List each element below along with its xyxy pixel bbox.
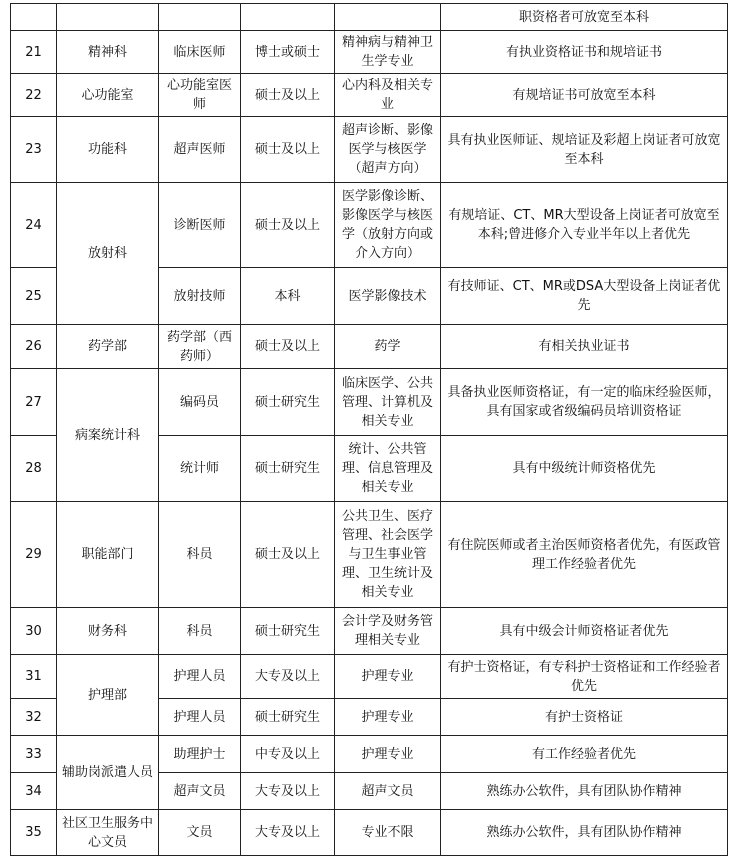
cell-requirement: 有护士资格证 bbox=[441, 699, 728, 736]
cell-position: 科员 bbox=[159, 608, 241, 655]
cell-department: 药学部 bbox=[57, 325, 159, 369]
cell-number: 29 bbox=[11, 502, 57, 608]
cell-number: 32 bbox=[11, 699, 57, 736]
cell-number: 33 bbox=[11, 736, 57, 773]
cell-requirement: 有规培证书可放宽至本科 bbox=[441, 74, 728, 117]
cell-position: 诊断医师 bbox=[159, 183, 241, 268]
cell-position: 超声文员 bbox=[159, 773, 241, 810]
cell-degree: 硕士及以上 bbox=[241, 74, 335, 117]
cell-requirement: 有护士资格证，有专科护士资格证和工作经验者优先 bbox=[441, 655, 728, 699]
table-row-partial-top bbox=[11, 4, 728, 31]
cell-major: 心内科及相关专业 bbox=[335, 74, 441, 117]
cell-position: 科员 bbox=[159, 502, 241, 608]
cell-degree bbox=[241, 4, 335, 31]
cell-degree: 硕士研究生 bbox=[241, 436, 335, 502]
cell-major: 药学 bbox=[335, 325, 441, 369]
table-row bbox=[11, 31, 728, 74]
cell-requirement: 熟练办公软件，具有团队协作精神 bbox=[441, 773, 728, 810]
cell-major: 精神病与精神卫生学专业 bbox=[335, 31, 441, 74]
cell-department: 财务科 bbox=[57, 608, 159, 655]
table-row bbox=[11, 608, 728, 655]
cell-department: 心功能室 bbox=[57, 74, 159, 117]
cell-major: 护理专业 bbox=[335, 736, 441, 773]
cell-major: 公共卫生、医疗管理、社会医学与卫生事业管理、卫生统计及相关专业 bbox=[335, 502, 441, 608]
cell-major: 临床医学、公共管理、计算机及相关专业 bbox=[335, 369, 441, 436]
cell-number: 22 bbox=[11, 74, 57, 117]
cell-position: 编码员 bbox=[159, 369, 241, 436]
cell-degree: 硕士研究生 bbox=[241, 369, 335, 436]
cell-number: 27 bbox=[11, 369, 57, 436]
cell-number: 30 bbox=[11, 608, 57, 655]
cell-department: 放射科 bbox=[57, 183, 159, 325]
cell-requirement: 职资格者可放宽至本科 bbox=[441, 4, 728, 31]
cell-major: 专业不限 bbox=[335, 810, 441, 856]
cell-major: 会计学及财务管理相关专业 bbox=[335, 608, 441, 655]
cell-department: 病案统计科 bbox=[57, 369, 159, 502]
table-row bbox=[11, 74, 728, 117]
cell-requirement: 具有中级统计师资格优先 bbox=[441, 436, 728, 502]
table-row bbox=[11, 502, 728, 608]
cell-department: 辅助岗派遣人员 bbox=[57, 736, 159, 810]
cell-position: 超声医师 bbox=[159, 117, 241, 183]
cell-position: 药学部（西药师） bbox=[159, 325, 241, 369]
cell-department: 护理部 bbox=[57, 655, 159, 736]
cell-degree: 硕士研究生 bbox=[241, 699, 335, 736]
cell-requirement: 具有中级会计师资格证者优先 bbox=[441, 608, 728, 655]
cell-department: 精神科 bbox=[57, 31, 159, 74]
cell-requirement: 有规培证、CT、MR大型设备上岗证者可放宽至本科;曾进修介入专业半年以上者优先 bbox=[441, 183, 728, 268]
table-row bbox=[11, 325, 728, 369]
cell-number: 28 bbox=[11, 436, 57, 502]
cell-position: 文员 bbox=[159, 810, 241, 856]
cell-number: 25 bbox=[11, 268, 57, 325]
cell-requirement: 有执业资格证书和规培证书 bbox=[441, 31, 728, 74]
cell-requirement: 有技师证、CT、MR或DSA大型设备上岗证者优先 bbox=[441, 268, 728, 325]
cell-major: 超声诊断、影像医学与核医学（超声方向） bbox=[335, 117, 441, 183]
cell-department: 社区卫生服务中心文员 bbox=[57, 810, 159, 856]
cell-requirement: 有住院医师或者主治医师资格者优先，有医政管理工作经验者优先 bbox=[441, 502, 728, 608]
table-row bbox=[11, 369, 728, 436]
cell-degree: 硕士及以上 bbox=[241, 502, 335, 608]
cell-position: 统计师 bbox=[159, 436, 241, 502]
cell-number: 26 bbox=[11, 325, 57, 369]
cell-position: 护理人员 bbox=[159, 699, 241, 736]
cell-major bbox=[335, 4, 441, 31]
cell-number: 21 bbox=[11, 31, 57, 74]
cell-major: 医学影像诊断、影像医学与核医学（放射方向或介入方向） bbox=[335, 183, 441, 268]
cell-number: 24 bbox=[11, 183, 57, 268]
cell-major: 护理专业 bbox=[335, 655, 441, 699]
table-row bbox=[11, 736, 728, 773]
cell-major: 统计、公共管理、信息管理及相关专业 bbox=[335, 436, 441, 502]
cell-degree: 大专及以上 bbox=[241, 655, 335, 699]
cell-degree: 博士或硕士 bbox=[241, 31, 335, 74]
cell-degree: 中专及以上 bbox=[241, 736, 335, 773]
cell-position: 临床医师 bbox=[159, 31, 241, 74]
cell-requirement: 有相关执业证书 bbox=[441, 325, 728, 369]
cell-number: 34 bbox=[11, 773, 57, 810]
cell-number bbox=[11, 4, 57, 31]
table-row bbox=[11, 655, 728, 699]
cell-degree: 硕士及以上 bbox=[241, 117, 335, 183]
cell-degree: 硕士及以上 bbox=[241, 325, 335, 369]
cell-number: 23 bbox=[11, 117, 57, 183]
recruitment-table-container bbox=[10, 3, 728, 856]
cell-major: 超声文员 bbox=[335, 773, 441, 810]
cell-degree: 硕士研究生 bbox=[241, 608, 335, 655]
cell-requirement: 具备执业医师资格证，有一定的临床经验医师，具有国家或省级编码员培训资格证 bbox=[441, 369, 728, 436]
table-row bbox=[11, 117, 728, 183]
cell-position: 护理人员 bbox=[159, 655, 241, 699]
cell-position: 心功能室医师 bbox=[159, 74, 241, 117]
recruitment-table bbox=[10, 3, 728, 856]
cell-number: 31 bbox=[11, 655, 57, 699]
cell-requirement: 具有执业医师证、规培证及彩超上岗证者可放宽至本科 bbox=[441, 117, 728, 183]
cell-degree: 硕士及以上 bbox=[241, 183, 335, 268]
cell-requirement: 熟练办公软件，具有团队协作精神 bbox=[441, 810, 728, 856]
cell-department bbox=[57, 4, 159, 31]
cell-position: 放射技师 bbox=[159, 268, 241, 325]
cell-degree: 本科 bbox=[241, 268, 335, 325]
table-row bbox=[11, 183, 728, 268]
cell-major: 护理专业 bbox=[335, 699, 441, 736]
cell-major: 医学影像技术 bbox=[335, 268, 441, 325]
cell-position bbox=[159, 4, 241, 31]
cell-number: 35 bbox=[11, 810, 57, 856]
cell-department: 功能科 bbox=[57, 117, 159, 183]
cell-position: 助理护士 bbox=[159, 736, 241, 773]
cell-degree: 大专及以上 bbox=[241, 773, 335, 810]
cell-degree: 大专及以上 bbox=[241, 810, 335, 856]
table-row bbox=[11, 810, 728, 856]
cell-requirement: 有工作经验者优先 bbox=[441, 736, 728, 773]
cell-department: 职能部门 bbox=[57, 502, 159, 608]
